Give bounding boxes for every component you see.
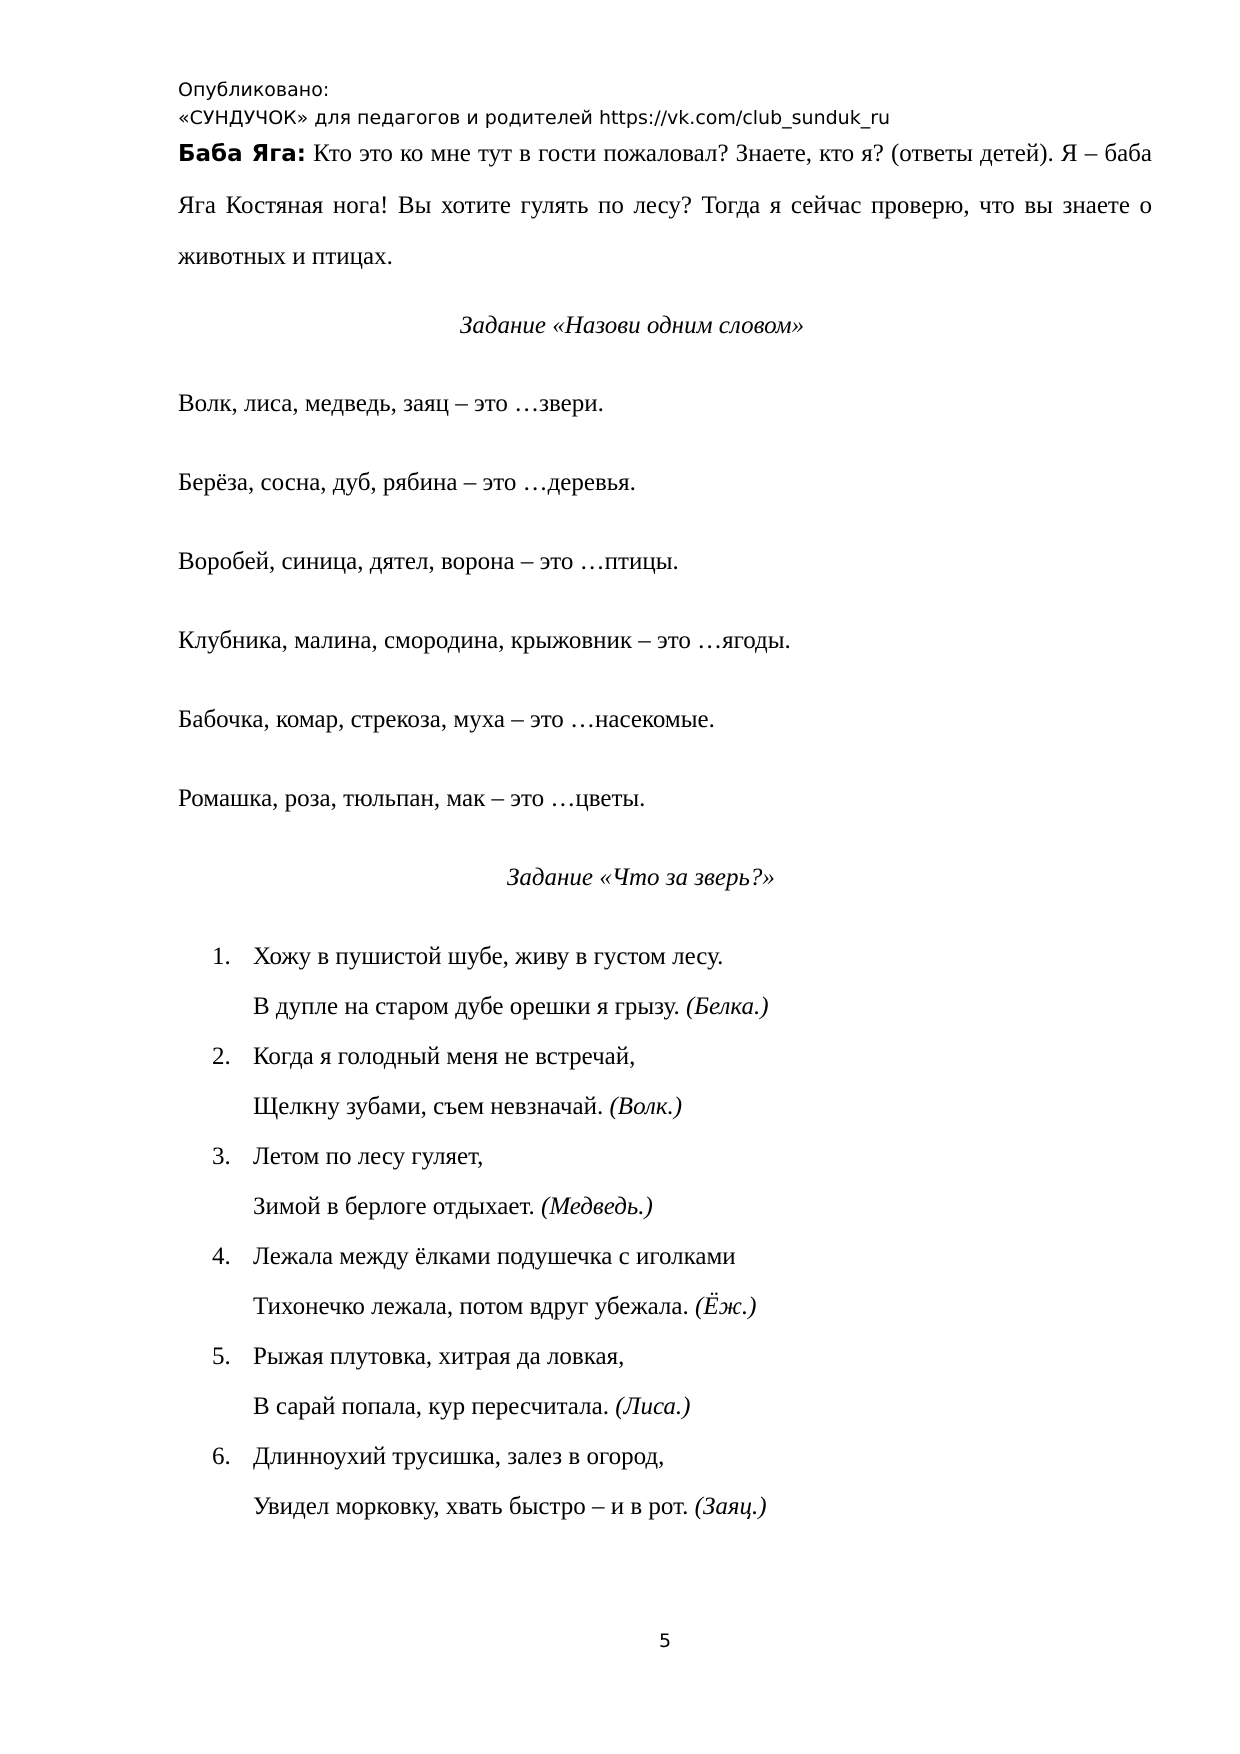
riddle-answer: (Белка.) xyxy=(685,993,769,1020)
header-line-1: Опубликовано: xyxy=(178,79,330,101)
intro-text: Кто это ко мне тут в гости пожаловал? Знаете, кто я? (ответы детей). Я – баба Яга Костяная нога! Вы хотите гулять по лесу? Тогда я сейчас проверю, что вы знаете о животных и птицах. xyxy=(178,140,1152,270)
page-number: 5 xyxy=(659,1630,672,1652)
riddle-line: Рыжая плутовка, хитрая да ловкая, xyxy=(253,1343,625,1370)
header-line-2: «СУНДУЧОК» для педагогов и родителей https://vk.com/club_sunduk_ru xyxy=(178,107,891,129)
riddle-answer: (Медведь.) xyxy=(541,1193,653,1220)
riddle-line: Щелкну зубами, съем невзначай. (Волк.) xyxy=(253,1093,683,1120)
riddle-answer: (Заяц.) xyxy=(694,1493,767,1520)
category-line: Клубника, малина, смородина, крыжовник – это …ягоды. xyxy=(178,627,791,654)
riddle-line: Тихонечко лежала, потом вдруг убежала. (Ёж.) xyxy=(253,1293,757,1320)
riddle-number: 2. xyxy=(212,1043,231,1070)
riddle-answer: (Лиса.) xyxy=(615,1393,691,1420)
publication-header xyxy=(178,76,890,132)
task1-title: Задание «Назови одним словом» xyxy=(460,312,805,339)
riddle-line: Когда я голодный меня не встречай, xyxy=(253,1043,636,1070)
riddle-number: 1. xyxy=(212,943,231,970)
riddle-number: 5. xyxy=(212,1343,231,1370)
riddle-number: 4. xyxy=(212,1243,231,1270)
speaker-name: Баба Яга: xyxy=(178,141,306,167)
category-line: Ромашка, роза, тюльпан, мак – это …цветы. xyxy=(178,785,646,812)
riddle-line: Лежала между ёлками подушечка с иголками xyxy=(253,1243,736,1270)
category-line: Берёза, сосна, дуб, рябина – это …деревья. xyxy=(178,469,636,496)
riddle-answer: (Волк.) xyxy=(609,1093,683,1120)
riddle-line: Длинноухий трусишка, залез в огород, xyxy=(253,1443,665,1470)
intro-paragraph xyxy=(178,128,1152,282)
riddle-line: В сарай попала, кур пересчитала. (Лиса.) xyxy=(253,1393,691,1420)
category-line: Волк, лиса, медведь, заяц – это …звери. xyxy=(178,390,604,417)
category-line: Воробей, синица, дятел, ворона – это …птицы. xyxy=(178,548,679,575)
task2-title: Задание «Что за зверь?» xyxy=(507,864,775,891)
riddle-line: В дупле на старом дубе орешки я грызу. (Белка.) xyxy=(253,993,769,1020)
category-line: Бабочка, комар, стрекоза, муха – это …насекомые. xyxy=(178,706,715,733)
riddle-line: Увидел морковку, хвать быстро – и в рот. (Заяц.) xyxy=(253,1493,767,1520)
riddle-answer: (Ёж.) xyxy=(695,1293,757,1320)
riddle-line: Летом по лесу гуляет, xyxy=(253,1143,484,1170)
riddle-number: 3. xyxy=(212,1143,231,1170)
riddle-line: Зимой в берлоге отдыхает. (Медведь.) xyxy=(253,1193,653,1220)
riddle-number: 6. xyxy=(212,1443,231,1470)
riddle-line: Хожу в пушистой шубе, живу в густом лесу. xyxy=(253,943,724,970)
